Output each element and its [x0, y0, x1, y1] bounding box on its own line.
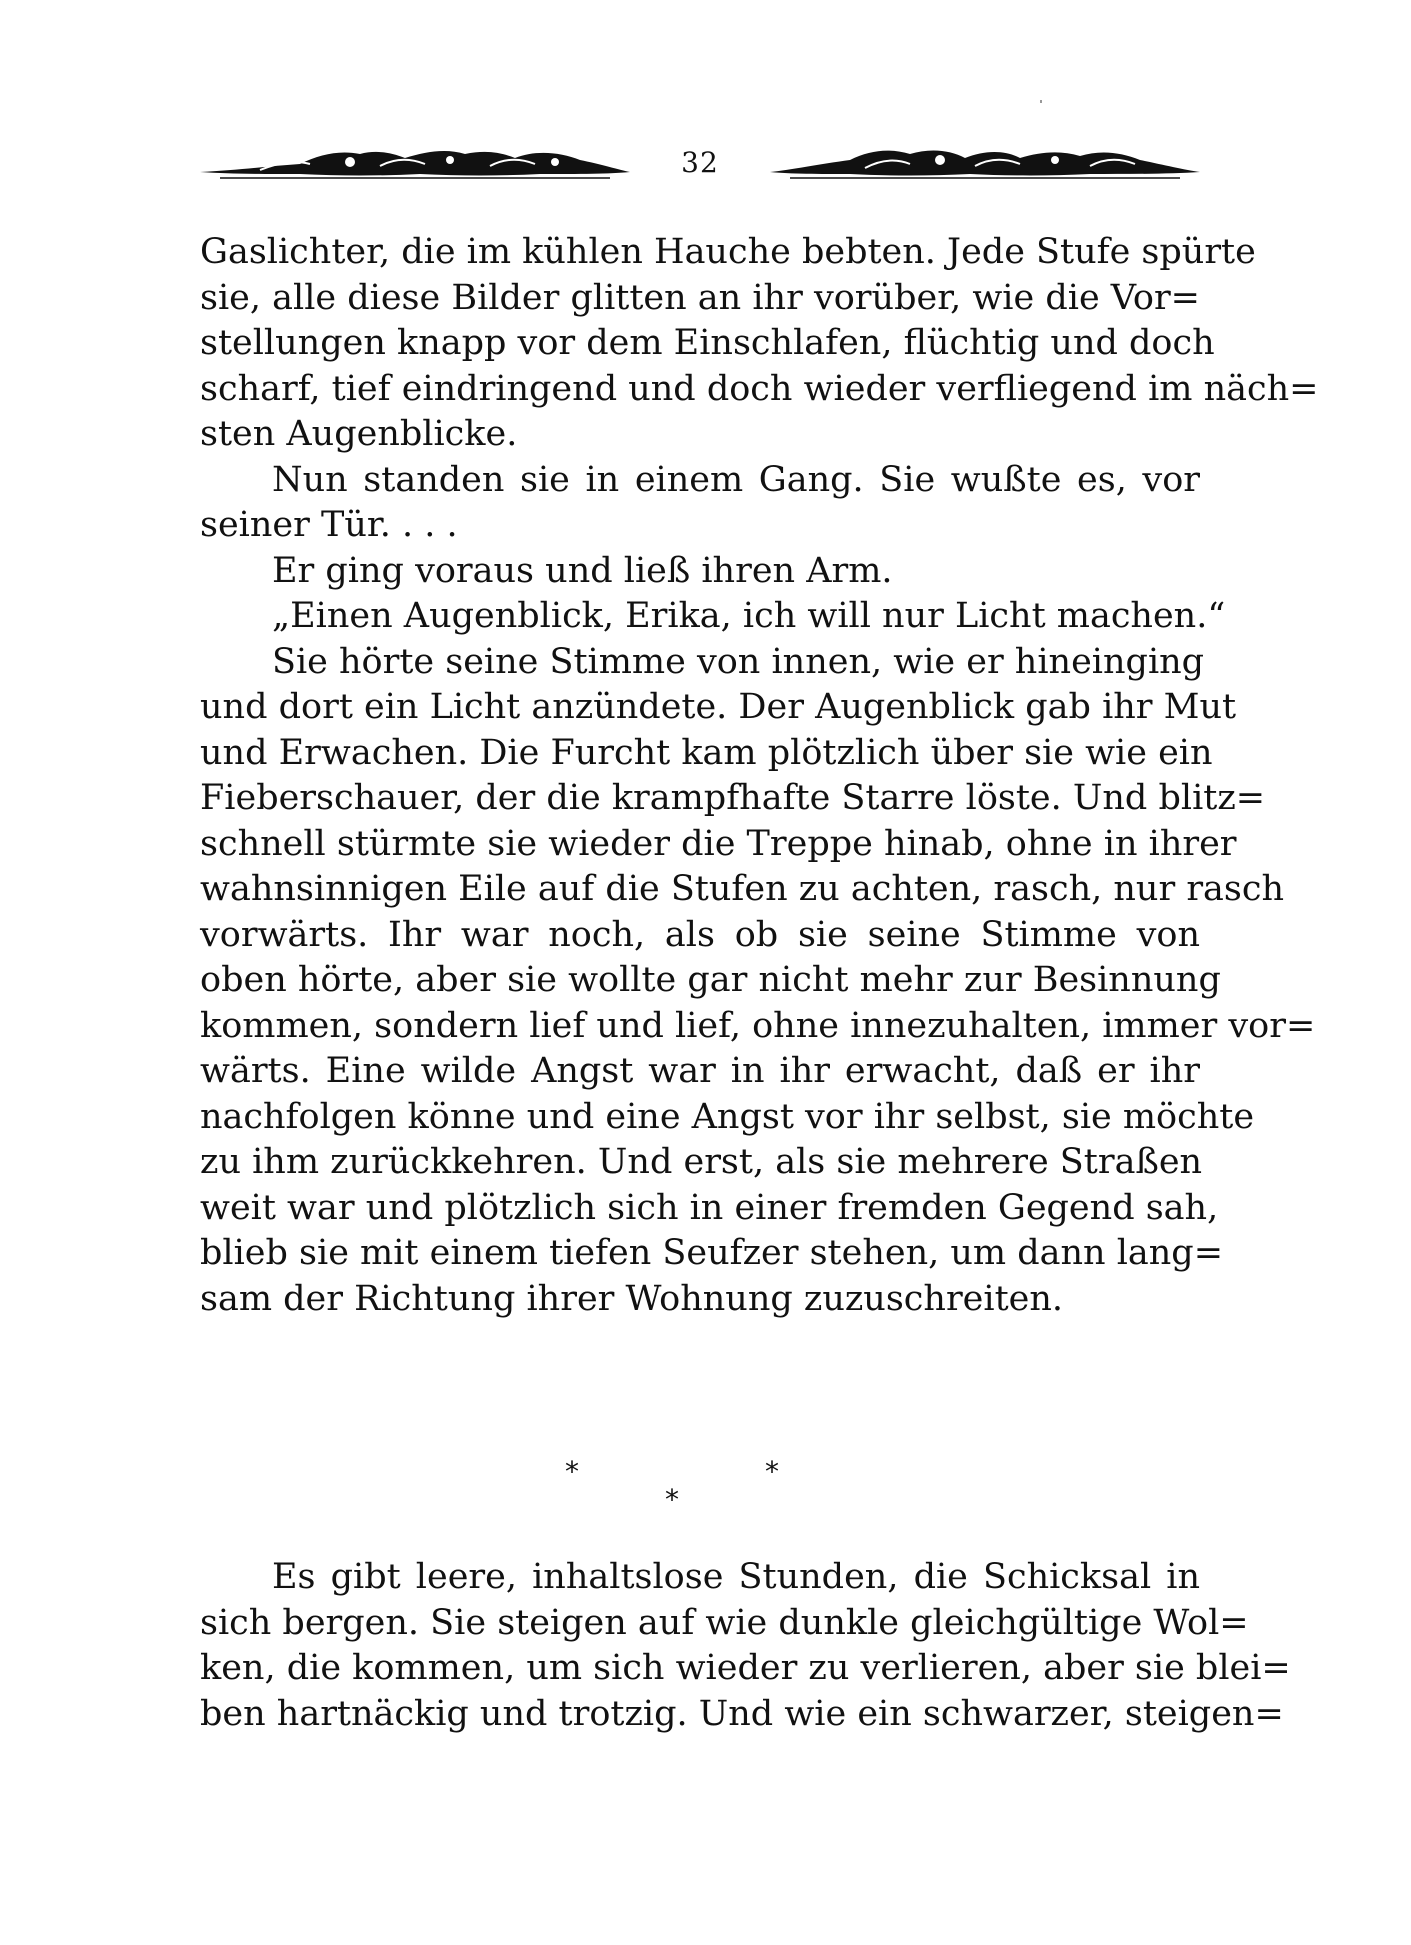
paragraph	[200, 594, 1226, 640]
paragraph	[200, 549, 1200, 595]
paragraph	[200, 230, 1319, 458]
page-header	[200, 130, 1200, 200]
text-line: Er ging voraus und ließ ihren Arm.	[272, 550, 893, 591]
header-ornament-left-icon	[200, 140, 630, 190]
text-line: schnell stürmte sie wieder die Treppe hinab, ohne in ihrer	[200, 823, 1237, 864]
text-line: weit war und plötzlich sich in einer fremden Gegend sah,	[200, 1187, 1219, 1228]
text-line: stellungen knapp vor dem Einschlafen, flüchtig und doch	[200, 323, 1215, 363]
main-text	[200, 230, 1319, 1322]
text-line: blieb sie mit einem tiefen Seufzer stehen, um dann lang=	[200, 1233, 1224, 1273]
asterisk-icon: *	[765, 1455, 779, 1488]
text-line: sten Augenblicke.	[200, 414, 518, 454]
text-line: seiner Tür. . . .	[200, 505, 458, 545]
text-line: und dort ein Licht anzündete. Der Augenblick gab ihr Mut	[200, 687, 1237, 727]
text-line: ben hartnäckig und trotzig. Und wie ein schwarzer, steigen=	[200, 1693, 1284, 1734]
text-line: vorwärts. Ihr war noch, als ob sie seine Stimme von	[200, 914, 1200, 955]
text-line: sie, alle diese Bilder glitten an ihr vorüber, wie die Vor=	[200, 277, 1200, 318]
text-line: Fieberschauer, der die krampfhafte Starre löste. Und blitz=	[200, 778, 1266, 818]
paragraph	[200, 458, 1200, 549]
text-line: „Einen Augenblick, Erika, ich will nur Licht machen.“	[272, 596, 1226, 636]
page-number: 32	[681, 146, 719, 179]
text-line: Sie hörte seine Stimme von innen, wie er hineinging	[272, 641, 1205, 682]
header-ornament-right-icon	[770, 140, 1200, 190]
text-line: nachfolgen könne und eine Angst vor ihr selbst, sie möchte	[200, 1096, 1255, 1137]
text-line: Es gibt leere, inhaltslose Stunden, die Schicksal in	[272, 1557, 1200, 1597]
paragraph	[200, 1555, 1291, 1737]
section-break	[540, 1455, 820, 1525]
text-line: sich bergen. Sie steigen auf wie dunkle gleichgültige Wol=	[200, 1602, 1249, 1643]
text-line: wahnsinnigen Eile auf die Stufen zu achten, rasch, nur rasch	[200, 869, 1285, 909]
text-line: ken, die kommen, um sich wieder zu verlieren, aber sie blei=	[200, 1648, 1291, 1688]
text-line: Nun standen sie in einem Gang. Sie wußte es, vor	[272, 459, 1200, 500]
asterisk-icon: *	[665, 1483, 679, 1516]
text-line: und Erwachen. Die Furcht kam plötzlich über sie wie ein	[200, 732, 1213, 773]
text-line: scharf, tief eindringend und doch wieder verfliegend im näch=	[200, 368, 1319, 409]
text-line: kommen, sondern lief und lief, ohne innezuhalten, immer vor=	[200, 1005, 1316, 1046]
continuation-text	[200, 1555, 1291, 1737]
asterisk-icon: *	[565, 1455, 579, 1488]
text-line: Gaslichter, die im kühlen Hauche bebten. Jede Stufe spürte	[200, 232, 1256, 272]
scan-speck	[1040, 100, 1042, 103]
text-line: oben hörte, aber sie wollte gar nicht mehr zur Besinnung	[200, 960, 1221, 1000]
text-line: wärts. Eine wilde Angst war in ihr erwacht, daß er ihr	[200, 1051, 1200, 1091]
text-line: zu ihm zurückkehren. Und erst, als sie mehrere Straßen	[200, 1142, 1203, 1182]
text-line: sam der Richtung ihrer Wohnung zuzuschreiten.	[200, 1278, 1064, 1319]
paragraph	[200, 640, 1316, 1323]
